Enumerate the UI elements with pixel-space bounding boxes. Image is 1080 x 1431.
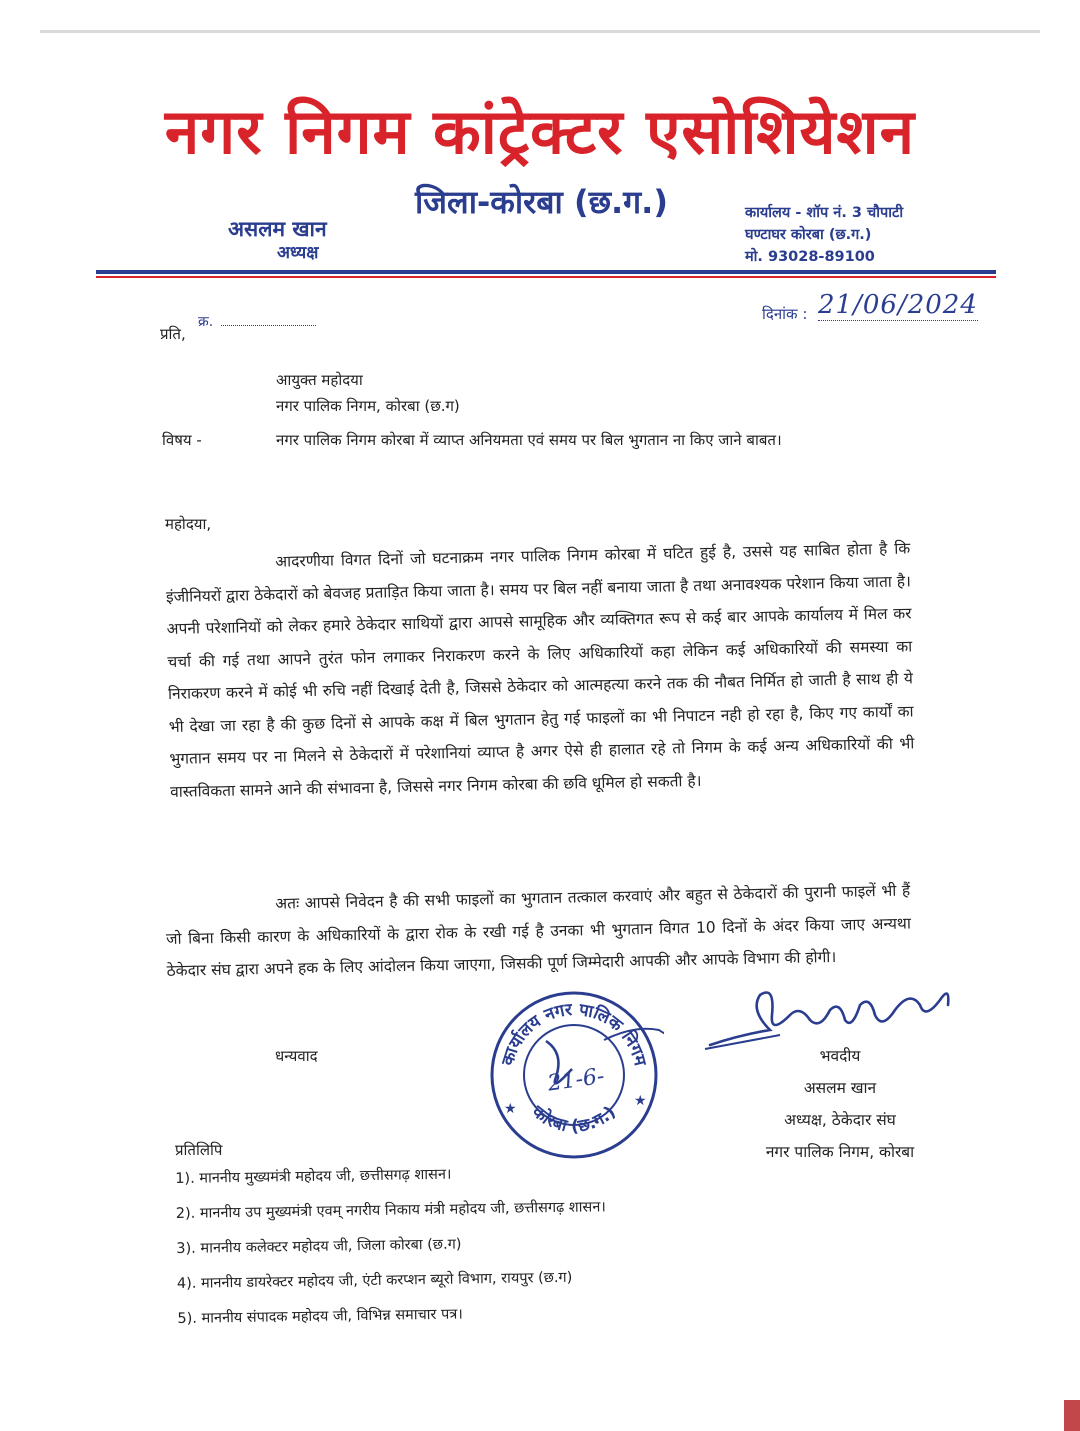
copies-item: 1). माननीय मुख्यमंत्री महोदय जी, छत्तीसगढ़ शासन। [175, 1166, 452, 1187]
to-label: प्रति, [160, 325, 186, 343]
stamp-bottom-text: कोरबा (छ.ग.) [528, 1101, 620, 1137]
letterhead-divider-blue [96, 270, 996, 274]
office-line-1: कार्यालय - शॉप नं. 3 चौपाटी [745, 205, 904, 221]
svg-text:कोरबा (छ.ग.) [527, 1101, 619, 1137]
stamp-date: 21-6- [546, 1063, 606, 1097]
reference-blank [221, 325, 316, 326]
signoff-title: अध्यक्ष, ठेकेदार संघ [784, 1111, 896, 1129]
body-paragraph-1: आदरणीया विगत दिनों जो घटनाक्रम नगर पालिक निगम कोरबा में घटित हुई है, उससे यह साबित होता है कि इंजीनियरों द्वारा ठेकेदारों को बेवजह प्रताड़ित किया जाता है। समय पर बिल नहीं बनाया जाता है तथा अनावश्यक परेशान किया जाता है। अपनी परेशानियों को लेकर हमारे ठेकेदार साथियों द्वारा आपसे सामूहिक और व्यक्तिगत रूप से कई बार आपके कार्यालय में मिल कर चर्चा की गई तथा आपने तुरंत फोन लगाकर निराकरण करने के लिए अधिकारियों कहा लेकिन कई अधिकारियों की समस्या का निराकरण करने में कोई भी रुचि नहीं दिखाई देती है, जिससे ठेकेदार को आत्महत्या करने तक की नौबत निर्मित हो जाती है साथ ही ये भी देखा जा रहा है की कुछ दिनों से आपके कक्ष में बिल भुगतान हेतु गई फाइलों का भी निपाटन नही हो रहा है, किए गए कार्यों का भुगतान समय पर ना मिलने से ठेकेदारों में परेशानियां व्याप्त है अगर ऐसे ही हालात रहे तो निगम के कई अन्य अधिकारियों की भी वास्तविकता सामने आने की संभावना है, जिससे नगर निगम कोरबा की छवि धूमिल हो सकती है। [165, 539, 915, 801]
copies-list [175, 1155, 608, 1337]
date-value: 21/06/2024 [818, 290, 978, 320]
copies-label: प्रतिलिपि [175, 1141, 223, 1159]
stamp-top-text: कार्यालय नगर पालिक निगम [497, 999, 650, 1068]
signoff-block [740, 1040, 940, 1168]
stamp-star-icon: ★ [504, 1101, 517, 1117]
stamp-star-icon: ★ [634, 1093, 647, 1109]
signoff-name: असलम खान [803, 1079, 877, 1097]
recipient-line-2: नगर पालिक निगम, कोरबा (छ.ग) [276, 397, 460, 415]
letterhead-title: नगर निगम कांट्रेक्टर एसोशियेशन [164, 95, 916, 168]
salutation: महोदया, [165, 515, 212, 533]
reference-label: क्र. [198, 314, 214, 330]
copies-item: 4). माननीय डायरेक्टर महोदय जी, एंटी करप्शन ब्यूरो विभाग, रायपुर (छ.ग) [176, 1269, 573, 1292]
page-edge-mark [1064, 1400, 1080, 1431]
subject-text: नगर पालिक निगम कोरबा में व्याप्त अनियमता एवं समय पर बिल भुगतान ना किए जाने बाबत। [276, 431, 782, 449]
reference-number [198, 312, 316, 331]
office-phone: मो. 93028-89100 [745, 249, 875, 265]
thanks: धन्यवाद [275, 1047, 318, 1065]
letterhead-district: जिला-कोरबा (छ.ग.) [415, 183, 668, 221]
signoff-closing: भवदीय [819, 1047, 861, 1065]
subject-label: विषय - [162, 431, 202, 449]
date-label: दिनांक : [762, 305, 808, 323]
signoff-org: नगर पालिक निगम, कोरबा [765, 1143, 915, 1161]
svg-text:कार्यालय नगर पालिक निगम [498, 1000, 650, 1069]
office-address [745, 202, 903, 268]
copies-item: 2). माननीय उप मुख्यमंत्री एवम् नगरीय निकाय मंत्री महोदय जी, छत्तीसगढ़ शासन। [175, 1199, 606, 1222]
office-stamp-icon [484, 985, 664, 1165]
body-paragraph-2: अतः आपसे निवेदन है की सभी फाइलों का भुगतान तत्काल करवाएं और बहुत से ठेकेदारों की पुरानी फाइलें भी हैं जो बिना किसी कारण के अधिकारियों के द्वारा रोक के रखी गई है उनका भी भुगतान विगत 10 दिनों के अंदर किया जाए अन्यथा ठेकेदार संघ द्वारा अपने हक के लिए आंदोलन किया जाएगा, जिसकी पूर्ण जिम्मेदारी आपकी और आपके विभाग की होगी। [165, 881, 912, 980]
recipient-line-1: आयुक्त महोदया [276, 371, 363, 389]
copies-item: 3). माननीय कलेक्टर महोदय जी, जिला कोरबा (छ.ग) [176, 1236, 462, 1257]
president-title: अध्यक्ष [277, 243, 319, 263]
copies-item: 5). माननीय संपादक महोदय जी, विभिन्न समाचार पत्र। [177, 1306, 463, 1327]
letterhead-divider-red [96, 276, 996, 278]
office-line-2: घण्टाघर कोरबा (छ.ग.) [745, 227, 872, 243]
president-name: असलम खान [228, 217, 327, 241]
